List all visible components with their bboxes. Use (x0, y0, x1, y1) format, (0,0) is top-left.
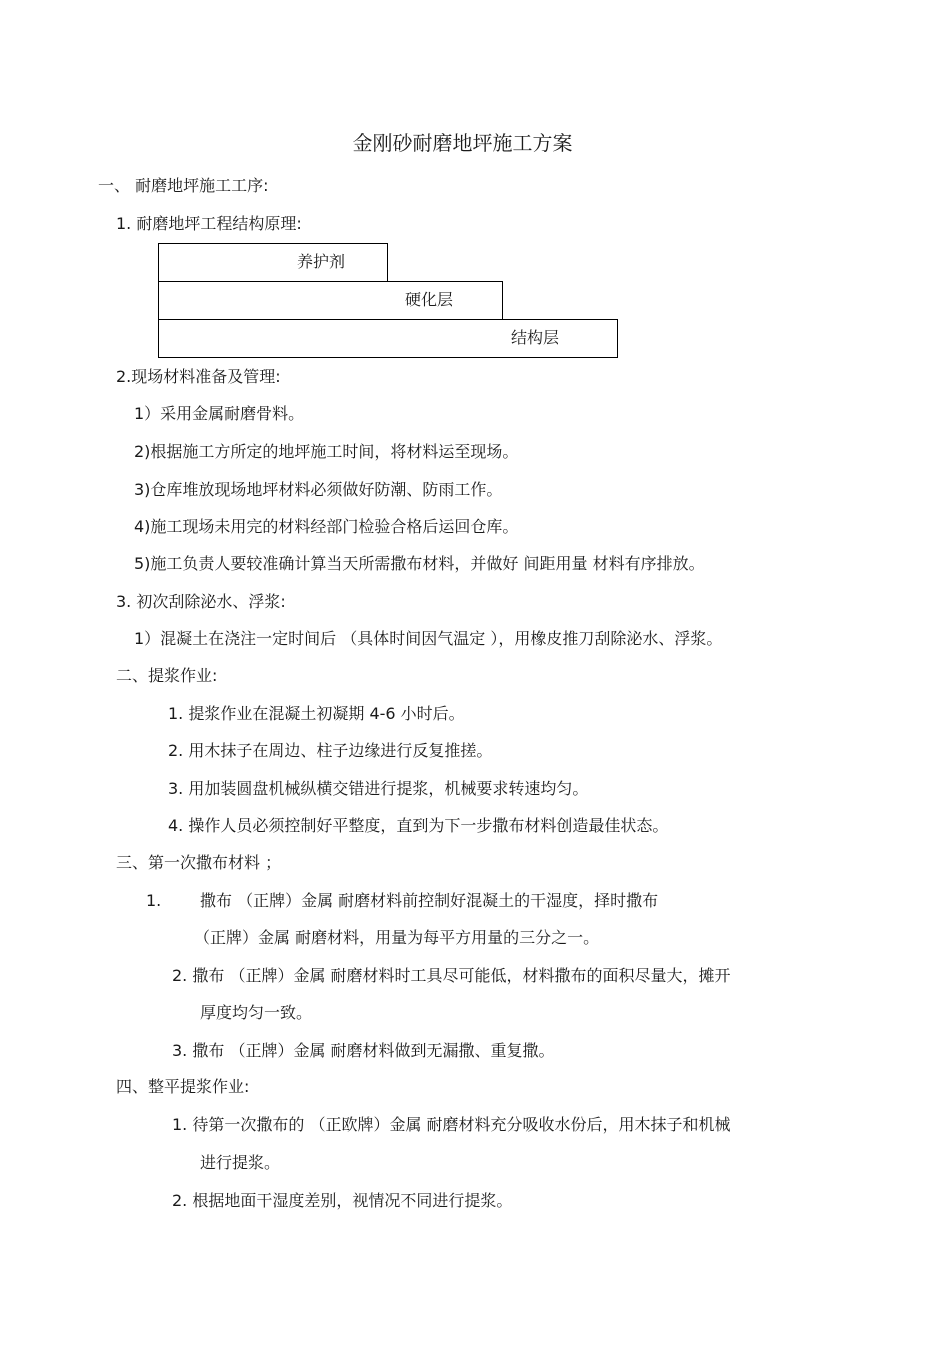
diagram-label-structural: 结构层 (511, 328, 560, 347)
diagram-layer-hardened (158, 281, 503, 320)
section3-point1-number: 1. (146, 891, 162, 910)
section4-point2: 2. 根据地面干湿度差别，视情况不同进行提浆。 (172, 1191, 513, 1210)
document-title: 金刚砂耐磨地坪施工方案 (352, 131, 573, 155)
diagram-label-hardened: 硬化层 (405, 290, 454, 309)
section2-heading: 二、提浆作业: (116, 666, 218, 685)
section4-point1-line1: 1. 待第一次撒布的 （正欧牌）金属 耐磨材料充分吸收水份后，用木抹子和机械 (172, 1115, 731, 1134)
section3-point1-line1: 撒布 （正牌）金属 耐磨材料前控制好混凝土的干湿度，择时撒布 (200, 891, 659, 910)
section1-heading: 一、 耐磨地坪施工工序: (98, 176, 269, 195)
diagram-layer-curing-agent (158, 243, 388, 282)
section4-point1-line2: 进行提浆。 (200, 1153, 281, 1172)
section1-item2-point: 5)施工负责人要较准确计算当天所需撒布材料，并做好 间距用量 材料有序排放。 (134, 554, 705, 573)
section2-point: 3. 用加装圆盘机械纵横交错进行提浆，机械要求转速均匀。 (168, 779, 589, 798)
section1-item3-point: 1）混凝土在浇注一定时间后 （具体时间因气温定 ），用橡皮推刀刮除泌水、浮浆。 (134, 629, 723, 648)
section1-item1-heading: 1. 耐磨地坪工程结构原理: (116, 214, 302, 233)
section1-item2-point: 1）采用金属耐磨骨料。 (134, 404, 305, 423)
section3-point1-line2: （正牌）金属 耐磨材料，用量为每平方用量的三分之一。 (194, 928, 600, 947)
section1-item3-heading: 3. 初次刮除泌水、浮浆: (116, 592, 286, 611)
section3-point3: 3. 撒布 （正牌）金属 耐磨材料做到无漏撒、重复撒。 (172, 1041, 555, 1060)
section1-item2-point: 2)根据施工方所定的地坪施工时间，将材料运至现场。 (134, 442, 519, 461)
section2-point: 2. 用木抹子在周边、柱子边缘进行反复推搓。 (168, 741, 493, 760)
section3-heading: 三、第一次撒布材料 ； (116, 853, 282, 872)
section3-point2-line2: 厚度均匀一致。 (200, 1003, 313, 1022)
diagram-label-curing-agent: 养护剂 (297, 252, 346, 271)
section1-item2-heading: 2.现场材料准备及管理: (116, 367, 281, 386)
section2-point: 4. 操作人员必须控制好平整度，直到为下一步撒布材料创造最佳状态。 (168, 816, 669, 835)
section1-item2-point: 4)施工现场未用完的材料经部门检验合格后运回仓库。 (134, 517, 519, 536)
section3-point2-line1: 2. 撒布 （正牌）金属 耐磨材料时工具尽可能低，材料撒布的面积尽量大，摊开 (172, 966, 731, 985)
section1-item2-point: 3)仓库堆放现场地坪材料必须做好防潮、防雨工作。 (134, 480, 503, 499)
section4-heading: 四、整平提浆作业: (116, 1077, 250, 1096)
section2-point: 1. 提浆作业在混凝土初凝期 4-6 小时后。 (168, 704, 465, 723)
diagram-layer-structural (158, 319, 618, 358)
